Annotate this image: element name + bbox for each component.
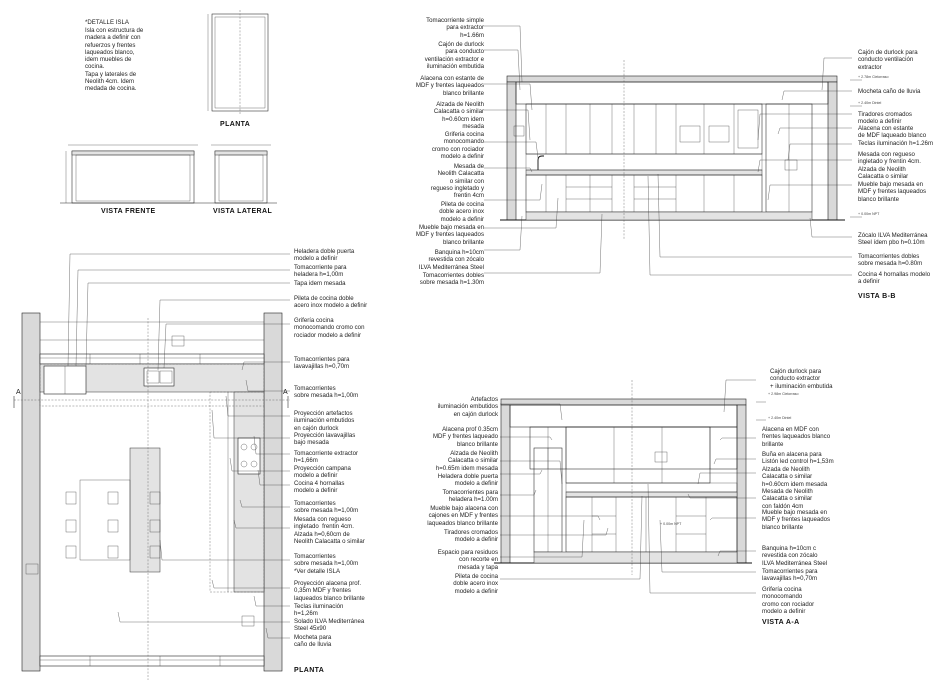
- planta-note: Grifería cocina monocomando cromo con rociador modelo a definir: [294, 317, 365, 339]
- planta-note: Pileta de cocina doble acero inox modelo a definir: [294, 295, 368, 310]
- isla-planta-title: PLANTA: [220, 121, 251, 128]
- vista-aa-level-tag: + 2.40m Dintel: [768, 416, 792, 420]
- planta-note: Tomacorriente extractor h=1,66m: [294, 450, 359, 465]
- vista-bb-note: Mesada con regueso ingletado y frentin 4cm. Alzada de Neolith Calacatta o similar: [858, 151, 922, 180]
- planta-note: Teclas iluminación h=1,26m: [294, 603, 344, 618]
- vista-bb-note: Pileta de cocina doble acero inox modelo a definir: [439, 201, 484, 223]
- planta-note: Mesada con regueso ingletado frentin 4cm. Alzada h=0,60cm de Neolith Calacatta o similar: [294, 516, 365, 545]
- vista-bb-note: Tomacorrientes dobles sobre mesada h=1.30m: [419, 272, 484, 287]
- vista-aa-level-tag: + 2.98m Cielorraso: [768, 392, 799, 396]
- planta-title: PLANTA: [294, 667, 325, 674]
- planta-note: Proyección alacena prof. 0,35m MDF y frentes laqueados blanco brillante: [294, 580, 365, 602]
- vista-bb-note: Alacena con estante de MDF y frentes laqueados blanco brillante: [415, 75, 484, 97]
- vista-aa-note: Banquina h=10cm c revestida con zócalo ILVA Mediterránea Steel: [762, 545, 828, 567]
- vista-aa-title: VISTA A-A: [762, 619, 800, 626]
- vista-aa-note: Alacena en MDF con frentes laqueados blanco brillante: [762, 426, 831, 448]
- vista-aa-drawing: [494, 380, 766, 593]
- vista-bb-note: Griferia cocina monocomando cromo con rociador modelo a definir: [431, 131, 484, 160]
- planta-note: Proyección artefactos iluminación embutidos en cajón durlock: [294, 410, 355, 432]
- planta-note: Tomacorrientes sobre mesada h=1,00m: [294, 500, 359, 515]
- planta-note: Tapa idem mesada: [294, 280, 346, 287]
- isla-side-title: VISTA LATERAL: [213, 208, 273, 215]
- vista-bb-title: VISTA B-B: [858, 293, 896, 300]
- vista-bb-note: Teclas iluminación h=1.26m: [858, 140, 934, 147]
- vista-aa-note: Tomacorrientes para heladera h=1.00m: [442, 489, 498, 504]
- vista-bb-note: Mueble bajo mesada en MDF y frentes laqueados blanco brillante: [415, 224, 484, 246]
- vista-aa-level-tag: + 0.00m NPT: [660, 522, 682, 526]
- vista-aa-note: Heladera doble puerta modelo a definir: [437, 473, 498, 488]
- planta-note: Cocina 4 hornallas modelo a definir: [294, 480, 345, 495]
- vista-bb-level-tag: + 2.40m Dintel: [858, 101, 882, 105]
- vista-bb-note: Banquina h=10cm revestida con zócalo ILVA Mediterránea Steel: [418, 249, 484, 271]
- vista-bb-note: Mocheta caño de lluvia: [858, 88, 921, 95]
- vista-aa-note: Mueble bajo mesada en MDF y frentes laqueados blanco brillante: [762, 509, 831, 531]
- vista-bb-note: Mesada de Neolith Calacatta o similar con regueso ingletado y frentin 4cm: [430, 163, 484, 200]
- planta-note: Tomacorrientes sobre mesada h=1,00m *Ver detalle ISLA: [294, 553, 359, 575]
- vista-aa-note: Tiradores cromados modelo a definir: [444, 529, 498, 544]
- vista-aa-note: Buña en alacena para Listón led control h=1,53m: [762, 451, 834, 466]
- vista-aa-note: Mueble bajo alacena con cajones en MDF y frentes laqueados blanco brillante: [427, 505, 498, 527]
- vista-bb-note: Alacena con estante de MDF laqueado blanco: [858, 125, 927, 140]
- planta-note: Solado ILVA Mediterránea Steel 45x90: [294, 618, 365, 633]
- vista-aa-note: Tomacorrientes para lavavajillas h=0,70m: [762, 568, 818, 583]
- vista-aa-note: Alzada de Neolith Calacatta o similar h=0.65m idem mesada: [435, 450, 498, 472]
- vista-aa-note: Mesada de Neolith Calacatta o similar con faldón 4cm: [762, 488, 813, 510]
- isla-side-view-drawing: [205, 145, 277, 203]
- section-mark-right: A: [283, 389, 288, 396]
- vista-aa-note: Alacena prof 0.35cm MDF y frentes laqueado blanco brillante: [432, 426, 498, 448]
- vista-bb-note: Zócalo ILVA Mediterránea Steel ídem pbo h=0.10m: [858, 232, 928, 247]
- planta-note: Proyección lavavajillas bajo mesada: [294, 432, 356, 447]
- planta-note: Proyección campana modelo a definir: [294, 465, 351, 480]
- planta-note: Heladera doble puerta modelo a definir: [294, 248, 355, 263]
- planta-note: Tomacorrientes sobre mesada h=1,00m: [294, 385, 359, 400]
- vista-aa-note: Grifería cocina monocomando cromo con rociador modelo a definir: [762, 586, 815, 615]
- vista-aa-note: Espacio para residuos con recorte en mesada y tapa: [437, 549, 498, 571]
- isla-plan-drawing: [208, 10, 268, 114]
- vista-aa-note: Alzada de Neolith Calacatta o similar h=0.60cm idem mesada: [762, 466, 828, 488]
- isla-front-title: VISTA FRENTE: [101, 208, 156, 215]
- vista-bb-drawing: [484, 26, 862, 275]
- vista-bb-note: Alzada de Neolith Calacatta o similar h=0.60cm idem mesada: [433, 101, 484, 130]
- vista-bb-note: Tiradores cromados modelo a definir: [858, 111, 912, 126]
- vista-bb-level-tag: + 0.00m NPT: [858, 212, 880, 216]
- section-mark-left: A: [16, 389, 21, 396]
- vista-bb-note: Mueble bajo mesada en MDF y frentes laqueados blanco brillante: [858, 181, 927, 203]
- planta-note: Tomacorriente para heladera h=1,00m: [294, 264, 347, 279]
- planta-drawing: [14, 254, 290, 680]
- isla-detail-title: *DETALLE ISLA: [85, 19, 129, 26]
- vista-aa-note: Artefactos iluminación embutidos en cajón durlock: [437, 396, 498, 418]
- vista-bb-note: Cocina 4 hornallas modelo a definir: [858, 271, 931, 286]
- vista-bb-note: Tomacorrientes dobles sobre mesada h=0.80m: [858, 253, 923, 268]
- isla-front-view-drawing: [60, 145, 205, 203]
- planta-note: Mocheta para caño de lluvia: [294, 634, 332, 649]
- vista-aa-note: Pileta de cocina doble acero inox modelo a definir: [453, 573, 498, 595]
- vista-bb-note: Cajón de durlock para conducto ventilación extractor e iluminación embutida: [424, 41, 484, 70]
- vista-bb-level-tag: + 2.78m Cielorraso: [858, 75, 889, 79]
- isla-detail-note: Isla con estructura de madera a definir con refuerzos y frentes laqueados blanco, idem muebles de cocina. Tapa y laterales de Neolith 4cm. Idem medada de cocina.: [85, 27, 144, 93]
- vista-bb-note: Cajón de durlock para conducto ventilación extractor: [858, 49, 918, 71]
- vista-bb-note: Tomacorriente simple para extractor h=1.66m: [426, 17, 484, 39]
- planta-note: Tomacorrientes para lavavajillas h=0,70m: [294, 356, 350, 371]
- vista-aa-note: Cajón durlock para conducto extractor + iluminación embutida: [770, 368, 833, 390]
